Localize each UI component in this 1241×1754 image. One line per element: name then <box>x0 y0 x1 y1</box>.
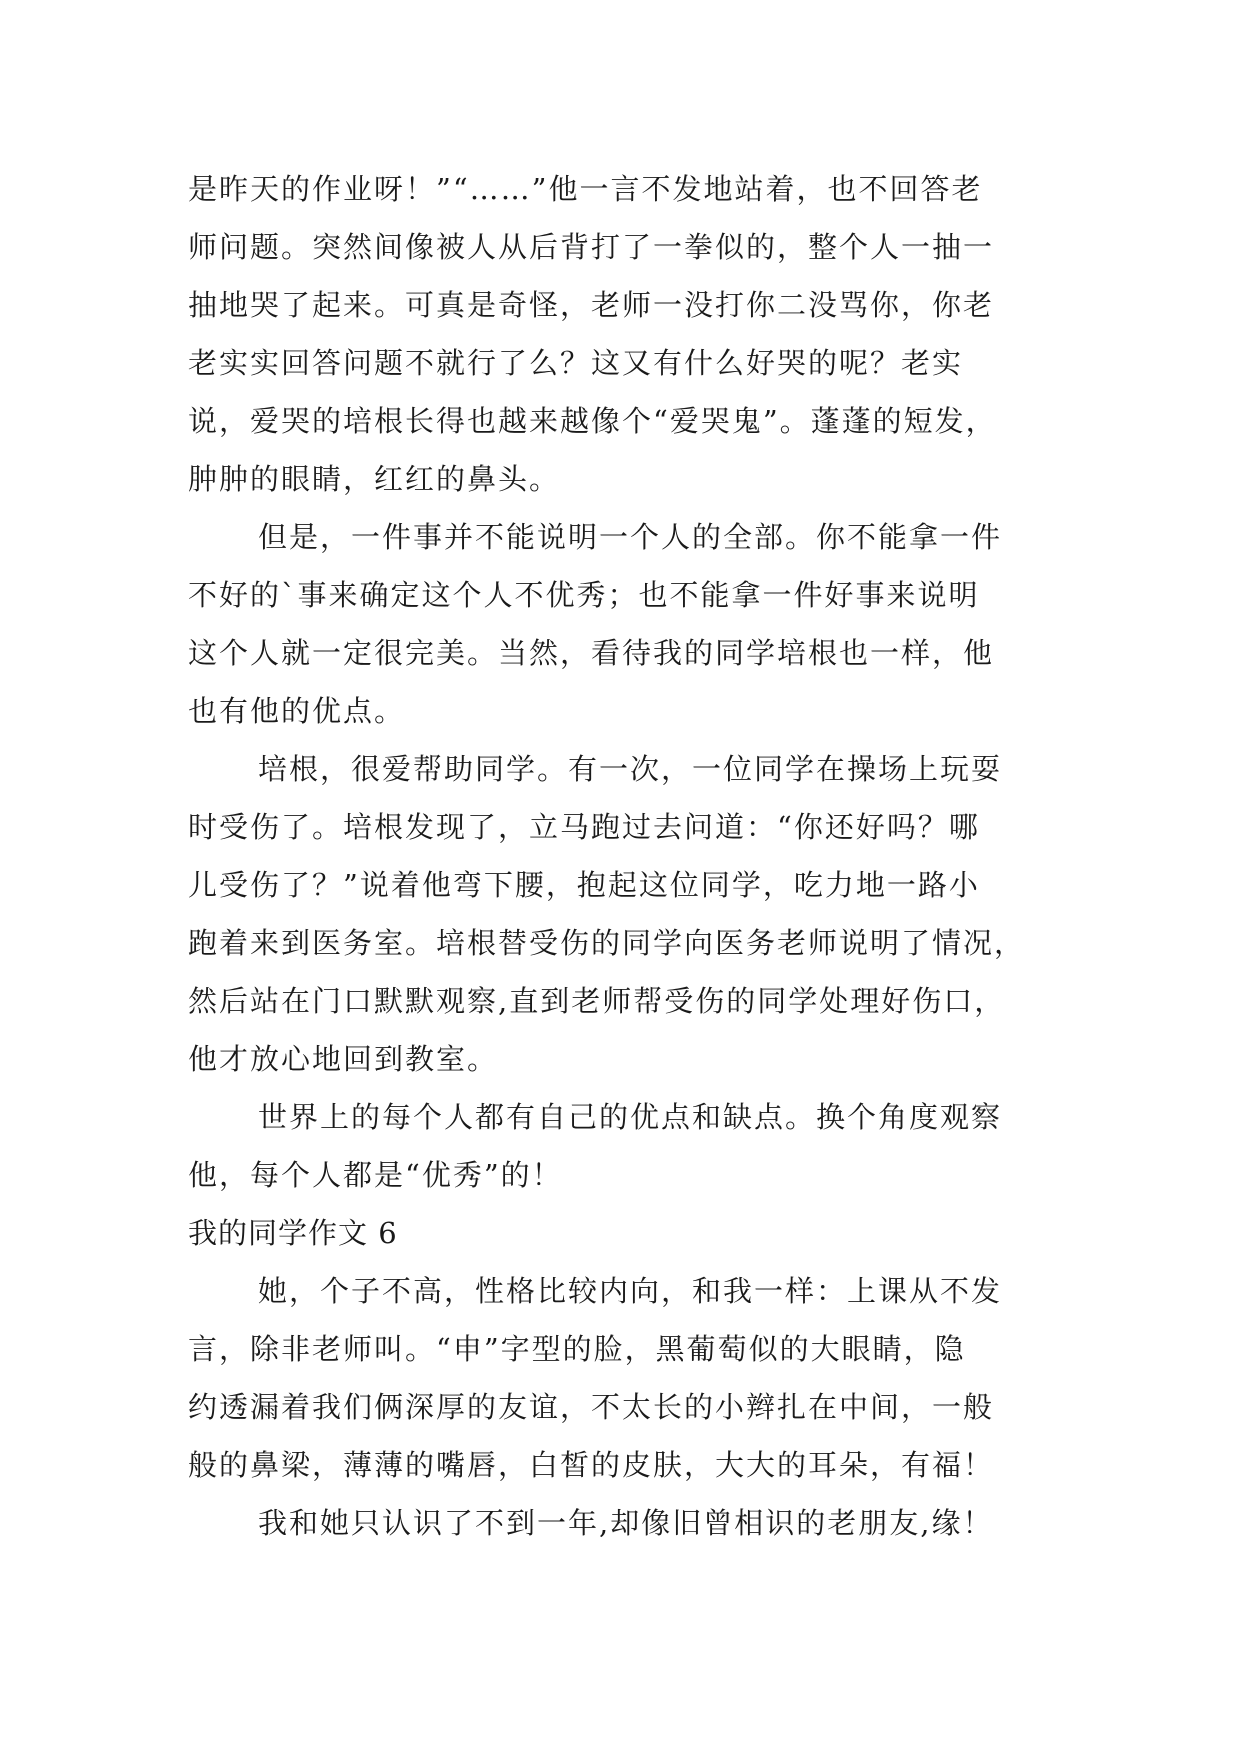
paragraph-start-line: 但是，一件事并不能说明一个人的全部。你不能拿一件 <box>258 520 1003 554</box>
paragraph-start-line: 世界上的每个人都有自己的优点和缺点。换个角度观察 <box>258 1100 1003 1134</box>
text-line: 言，除非老师叫。“申”字型的脸，黑葡萄似的大眼睛，隐 <box>188 1332 966 1366</box>
text-line: 约透漏着我们俩深厚的友谊，不太长的小辫扎在中间，一般 <box>188 1390 995 1424</box>
paragraph-start-line: 培根，很爱帮助同学。有一次，一位同学在操场上玩耍 <box>258 752 1003 786</box>
text-line: 这个人就一定很完美。当然，看待我的同学培根也一样，他 <box>188 636 995 670</box>
text-line: 时受伤了。培根发现了，立马跑过去问道：“你还好吗？哪 <box>188 810 980 844</box>
text-line: 他，每个人都是“优秀”的！ <box>188 1158 563 1192</box>
text-line: 也有他的优点。 <box>188 694 406 728</box>
text-line: 然后站在门口默默观察,直到老师帮受伤的同学处理好伤口， <box>188 984 1006 1018</box>
text-line: 跑着来到医务室。培根替受伤的同学向医务老师说明了情况， <box>188 926 1026 960</box>
text-line: 肿肿的眼睛，红红的鼻头。 <box>188 462 561 496</box>
section-heading: 我的同学作文 6 <box>188 1216 398 1250</box>
text-line: 师问题。突然间像被人从后背打了一拳似的，整个人一抽一 <box>188 230 995 264</box>
text-line: 是昨天的作业呀！”“……”他一言不发地站着，也不回答老 <box>188 172 983 206</box>
text-line: 老实实回答问题不就行了么？这又有什么好哭的呢？老实 <box>188 346 964 380</box>
text-line: 他才放心地回到教室。 <box>188 1042 499 1076</box>
paragraph-start-line: 我和她只认识了不到一年,却像旧曾相识的老朋友,缘！ <box>258 1506 994 1540</box>
paragraph-start-line: 她，个子不高，性格比较内向，和我一样：上课从不发 <box>258 1274 1003 1308</box>
document-body <box>188 160 1050 1552</box>
text-line: 儿受伤了？”说着他弯下腰，抱起这位同学，吃力地一路小 <box>188 868 980 902</box>
text-line: 不好的`事来确定这个人不优秀；也不能拿一件好事来说明 <box>188 578 980 612</box>
text-line: 抽地哭了起来。可真是奇怪，老师一没打你二没骂你，你老 <box>188 288 995 322</box>
text-line: 说，爱哭的培根长得也越来越像个“爱哭鬼”。蓬蓬的短发， <box>188 404 997 438</box>
text-line: 般的鼻梁，薄薄的嘴唇，白皙的皮肤，大大的耳朵，有福！ <box>188 1448 995 1482</box>
